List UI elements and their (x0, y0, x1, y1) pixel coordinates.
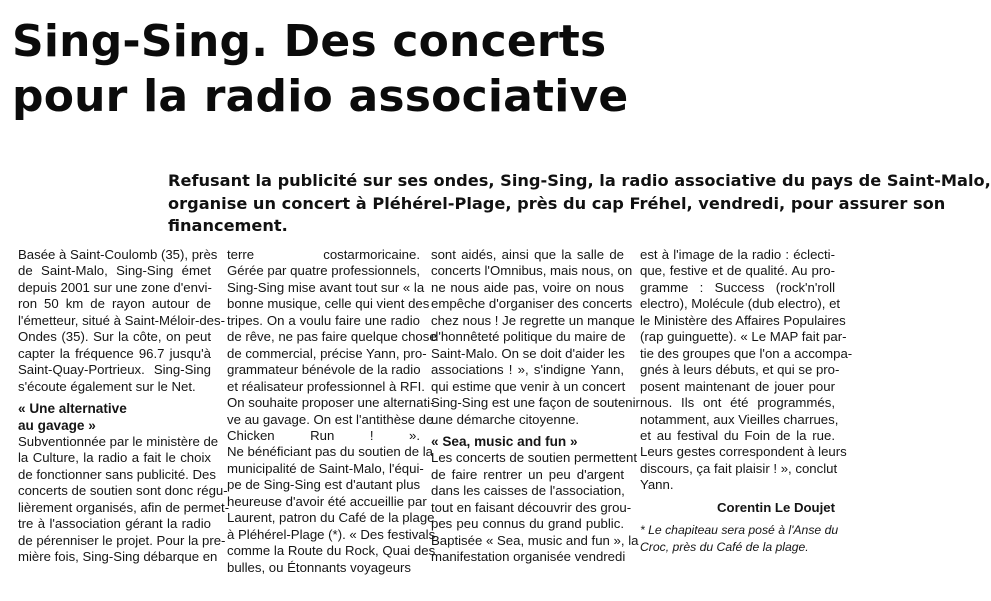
body-text-line: associations ! », s'indigne Yann, (431, 362, 624, 378)
body-text-line: Laurent, patron du Café de la plage (227, 510, 435, 526)
column-1 (18, 247, 230, 566)
body-text-line: sont aidés, ainsi que la salle de (431, 247, 624, 262)
body-text-line: tie des groupes que l'on a accompa- (640, 345, 853, 361)
body-text-line: est à l'image de la radio : éclecti- (640, 247, 835, 262)
body-text-line: Subventionnée par le ministère de (18, 433, 219, 449)
body-text-line: gramme : Success (rock'n'roll (640, 279, 835, 295)
body-text-line: dans les caisses de l'association, (431, 483, 625, 499)
body-text-line: bonne musique, celle qui vient des (227, 296, 430, 312)
body-text-line: On souhaite proposer une alternati- (227, 395, 435, 411)
body-text-line: que, festive et de qualité. Au pro- (640, 263, 835, 279)
body-text-line: de Saint-Malo, Sing-Sing émet (18, 263, 211, 279)
body-text-line: pes peu connus du grand public. (431, 516, 624, 532)
body-text-line: et au festival du Foin de la rue. (640, 427, 835, 443)
body-text-line: de pérenniser le projet. Pour la pre- (18, 532, 226, 548)
author-byline: Corentin Le Doujet (717, 499, 835, 515)
body-text-line: terre costarmoricaine. (227, 247, 420, 262)
body-text-line: gnés à leurs débuts, et qui se pro- (640, 362, 840, 378)
body-text-line: tre à l'association gérant la radio (18, 516, 211, 532)
lead-line-3: financement. (168, 216, 288, 235)
body-text-line: posent maintenant de jouer pour (640, 378, 835, 394)
body-text-line: ne nous aide pas, voire on nous (431, 279, 624, 295)
headline-line-1: Sing-Sing. Des concerts (12, 16, 607, 67)
body-text-line: la Culture, la radio a fait le choix (18, 450, 211, 466)
body-text-line: heureuse d'avoir été accueillie par (227, 493, 427, 509)
body-text-line: ve au gavage. On est l'antithèse de (227, 411, 434, 427)
body-text-line: grammateur bénévole de la radio (227, 362, 421, 378)
body-text-line: Leurs gestes correspondent à leurs (640, 444, 847, 460)
body-text-line: Sing-Sing mise avant tout sur « la (227, 279, 425, 295)
column-3 (431, 247, 640, 566)
body-text-line: de fonctionner sans publicité. Des (18, 466, 216, 482)
lead-line-1: Refusant la publicité sur ses ondes, Sing-Sing, la radio associative du pays de Saint-Malo, (168, 171, 991, 190)
body-text-line: chez nous ! Je regrette un manque (431, 312, 635, 328)
body-text-line: concerts de soutien sont donc régu- (18, 483, 228, 499)
body-text-line: et réalisateur professionnel à RFI. (227, 378, 425, 394)
body-text-line: à Pléhérel-Plage (*). « Des festivals (227, 526, 436, 542)
footnote-line: Croc, près du Café de la plage. (640, 539, 809, 554)
subheading-line: « Sea, music and fun » (431, 433, 578, 449)
body-text-line: le Ministère des Affaires Populaires (640, 312, 846, 328)
body-text-line: qui estime que venir à un concert (431, 378, 626, 394)
body-text-line: ron 50 km de rayon autour de (18, 296, 211, 312)
body-text-line: Baptisée « Sea, music and fun », la (431, 532, 639, 548)
body-text-line: pe de Sing-Sing est d'autant plus (227, 477, 421, 493)
column-4 (640, 247, 853, 555)
body-text-line: Saint-Quay-Portrieux. Sing-Sing (18, 362, 211, 378)
body-text-line: tripes. On a voulu faire une radio (227, 312, 420, 328)
body-text-line: Yann. (640, 477, 674, 493)
headline (12, 14, 832, 124)
column-2 (227, 247, 437, 576)
subheading-line: « Une alternative (18, 401, 127, 417)
body-text-line: lièrement organisés, afin de permet- (18, 499, 230, 515)
body-text-line: manifestation organisée vendredi (431, 549, 626, 565)
body-text-line: discours, ça fait plaisir ! », conclut (640, 460, 838, 476)
body-text-line: d'honnêteté politique du maire de (431, 329, 626, 345)
footnote-line: * Le chapiteau sera posé à l'Anse du (640, 523, 839, 538)
body-text-line: une démarche citoyenne. (431, 411, 580, 427)
lead-line-2: organise un concert à Pléhérel-Plage, près du cap Fréhel, vendredi, pour assurer son (168, 193, 946, 213)
body-text-line: Ondes (35). Sur la côte, on peut (18, 329, 211, 345)
body-text-line: Chicken Run ! ». (227, 427, 420, 443)
body-text-line: comme la Route du Rock, Quai des (227, 543, 436, 559)
body-text-line: nous. Ils ont été programmés, (640, 395, 835, 411)
lead-paragraph (168, 170, 991, 238)
body-text-line: bulles, ou Étonnants voyageurs (227, 559, 412, 575)
body-text-line: electro), Molécule (dub electro), et (640, 296, 841, 312)
body-text-line: Basée à Saint-Coulomb (35), près (18, 247, 218, 262)
body-text-line: l'émetteur, situé à Saint-Méloir-des- (18, 312, 226, 328)
body-text-line: tout en faisant découvrir des grou- (431, 499, 632, 515)
body-text-line: Saint-Malo. On se doit d'aider les (431, 345, 625, 361)
body-text-line: Ne bénéficiant pas du soutien de la (227, 444, 434, 460)
body-text-line: municipalité de Saint-Malo, l'équi- (227, 460, 424, 476)
body-text-line: Les concerts de soutien permettent (431, 450, 637, 466)
body-text-line: concerts l'Omnibus, mais nous, on (431, 263, 633, 279)
body-text-line: notamment, aux Vieilles charrues, (640, 411, 839, 427)
body-text-line: de rêve, ne pas faire quelque chose (227, 329, 437, 345)
body-text-line: (rap guinguette). « Le MAP fait par- (640, 329, 847, 345)
body-text-line: depuis 2001 sur une zone d'envi- (18, 279, 212, 295)
headline-line-2: pour la radio associative (12, 71, 629, 122)
body-text-line: de faire rentrer un peu d'argent (431, 466, 624, 482)
body-text-line: mière fois, Sing-Sing débarque en (18, 549, 218, 565)
body-text-line: capter la fréquence 96.7 jusqu'à (18, 345, 211, 361)
body-text-line: Sing-Sing est une façon de soutenir (431, 395, 640, 411)
body-text-line: Gérée par quatre professionnels, (227, 263, 420, 279)
body-text-line: de commercial, précise Yann, pro- (227, 345, 427, 361)
body-text-line: s'écoute également sur le Net. (18, 378, 196, 394)
body-text-line: empêche d'organiser des concerts (431, 296, 633, 312)
subheading-line: au gavage » (18, 417, 96, 433)
